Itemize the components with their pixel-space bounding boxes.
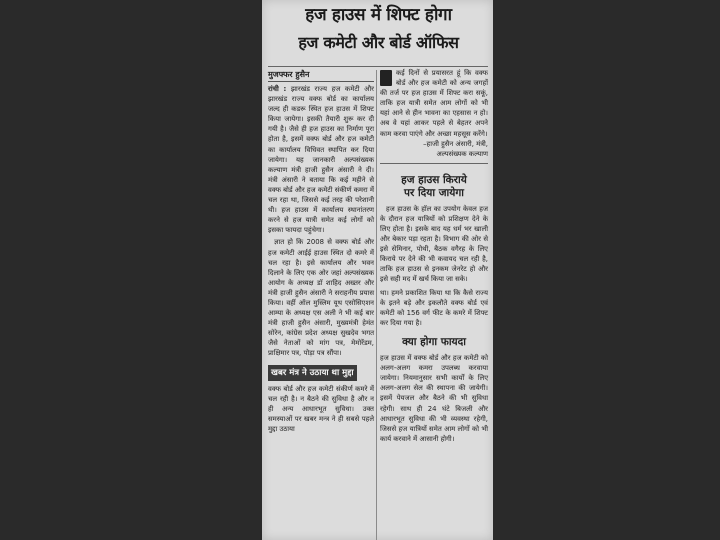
headline bbox=[268, 4, 489, 55]
left-column bbox=[268, 70, 374, 436]
article-para-2: ज्ञात हो कि 2008 से वक्फ बोर्ड और हज कमेटी आईई हाउस स्थित दो कमरे में चल रहा है। इसे कार्यालय और भवन दिलाने के लिए एक ओर जहां अल्पसंख्यक आयोग के अध्यक्ष डॉ शाहिद अख्तर और मंत्री हाजी हुसैन अंसारी ने सराहनीय प्रयास किया। वहीं ऑल मुस्लिम यूथ एसोसिएशन आम्या के अध्यक्ष एस अली ने भी कई बार मंत्री हाजी हुसैन अंसारी, मुख्यमंत्री हेमंत सोरेन, कांग्रेस प्रदेश अध्यक्ष सुखदेव भगत जैसे नेताओं को मांग पत्र, मेमोरेंडम, प्राक्षिमार पत्र, पोड़ा पत्र सौंपा। bbox=[268, 238, 374, 358]
headline-line1: हज हाउस में शिफ्ट होगा bbox=[305, 5, 452, 25]
newspaper-clipping bbox=[262, 0, 493, 540]
column-divider bbox=[376, 70, 377, 540]
dateline: रांची : bbox=[268, 85, 287, 93]
left-background bbox=[0, 0, 262, 540]
para1-text: झारखंड राज्य हज कमेटी और झारखंड राज्य वक्फ बोर्ड का कार्यालय जल्द ही कडरू स्थित हज हाउस में शिफ्ट किया जायेगा। इसकी तैयारी शुरू कर दी गयी है। जैसे ही हज हाउस का निर्माण पूरा होता है, इसमें वक्फ बोर्ड और हज कमेटी का कार्यालय विधिवत स्थापित कर दिया जायेगा। यह जानकारी अल्पसंख्यक कल्याण मंत्री हाजी हुसैन अंसारी ने दी। मंत्री अंसारी ने बताया कि कई महीने से वक्फ बोर्ड और हज कमेटी संकीर्ण कमरा में चल रहा था, जिससे कई तरह की परेशानी थी। हज हाउस में कार्यालय स्थानांतरण करने से हज यात्री समेत कई लोगों को इसका फायदा पहुंचेगा। bbox=[268, 85, 374, 235]
attribution-dept: अल्पसंख्यक कल्याण bbox=[436, 149, 488, 158]
subhead-text: खबर मंत्र ने उठाया था मुद्दा bbox=[268, 365, 357, 381]
headline-rule bbox=[268, 66, 488, 67]
article-para-continued: था। हमने प्रकाशित किया था कि कैसे राज्य के इतने बड़े और इकलौते वक्फ बोर्ड एवं कमेटी को 156 वर्ग फीट के कमरे में शिफ्ट कर दिया गया है। bbox=[380, 288, 488, 327]
rent-box-para: हज हाउस के हॉल का उपयोग केवल हज के दौरान हज यात्रियों को प्रशिक्षण देने के लिए होता है। इसके बाद यह धर्म भर खाली और बेकार पड़ा रहता है। विभाग की ओर से इसे सेमिनार, पोथी, बैठक वगैरह के लिए किराये पर देने की भी कवायद चल रही है, ताकि हज हाउस से इनकम जेनरेट हो और इसे सही मद में खर्च किया जा सके। bbox=[380, 204, 488, 283]
quote-text: कई दिनों से प्रयासरत हूं कि वक्फ बोर्ड और हज कमेटी को अन्य जगहों की तर्ज पर हज हाउस में शिफ्ट करा सकूं, ताकि हज यात्री समेत आम लोगों को भी यहां आने से हीन भावना का एहसास न हो। अब वे यहां आकर पहले से बेहतर अपने काम करवा पाएंगे और अच्छा महसूस करेंगे। bbox=[380, 69, 488, 138]
article-para-1 bbox=[268, 84, 374, 235]
quote-attribution bbox=[380, 139, 488, 159]
right-background bbox=[493, 0, 720, 540]
byline: मुजफ्फर हुसैन bbox=[268, 70, 374, 82]
attribution-name: –हाजी हुसैन अंसारी, मंत्री, bbox=[423, 139, 488, 148]
quote-icon bbox=[380, 70, 392, 86]
rent-box-heading bbox=[380, 174, 488, 200]
minister-quote bbox=[380, 68, 488, 139]
article-para-3: वक्फ बोर्ड और हज कमेटी संकीर्ण कमरे में चल रही है। न बैठने की सुविधा है और न ही अन्य आधारभूत सुविधा। उक्त समस्याओं पर खबर मन्त्र ने ही सबसे पहले मुद्दा उठाया bbox=[268, 384, 374, 433]
rent-box-heading-line1: हज हाउस किराये bbox=[401, 173, 467, 186]
subhead-khabar-mantra bbox=[268, 365, 374, 381]
subhead-benefit: क्या होगा फायदा bbox=[402, 336, 466, 349]
headline-line2: हज कमेटी और बोर्ड ऑफिस bbox=[298, 33, 459, 52]
rent-box bbox=[380, 163, 488, 284]
rent-box-heading-line2: पर दिया जायेगा bbox=[404, 186, 464, 199]
right-column bbox=[380, 68, 488, 446]
article-para-final: हज हाउस में वक्फ बोर्ड और हज कमेटी को अलग-अलग कमरा उपलब्ध करवाया जायेगा। नियमानुसार सभी कार्यों के लिए अलग-अलग सेल की स्थापना की जायेगी। इसमें पेयजल और बैठने की भी सुविधा रहेगी। साथ ही 24 घंटे बिजली और आधारभूत सुविधा की भी व्यवस्था रहेगी, जिससे हज यात्रियों समेत आम लोगों को भी कार्य करवाने में आसानी होगी। bbox=[380, 354, 488, 443]
